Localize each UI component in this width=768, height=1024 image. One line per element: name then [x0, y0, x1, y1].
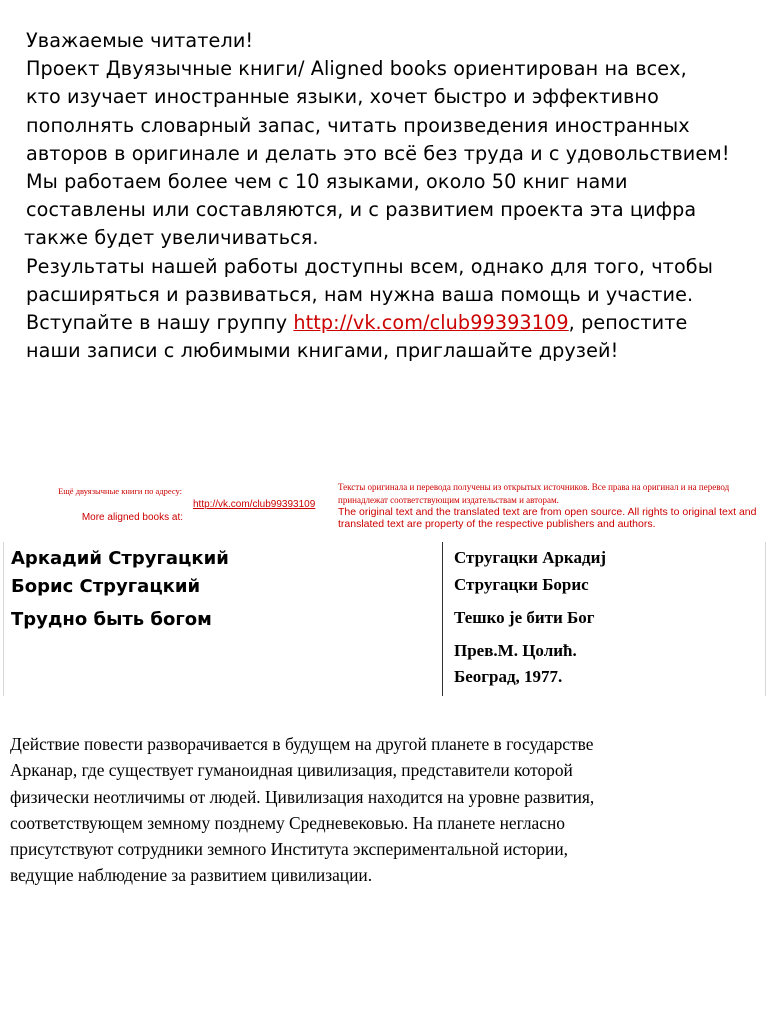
intro-line: расширяться и развиваться, нам нужна ваша помощь и участие.	[26, 282, 694, 306]
author-name: Стругацки Аркадиј	[454, 548, 607, 567]
original-book-info	[3, 542, 443, 696]
intro-text	[26, 27, 756, 365]
book-title: Трудно быть богом	[11, 609, 212, 630]
intro-line: Мы работаем более чем с 10 языками, около 50 книг нами	[26, 170, 628, 194]
synopsis-line: Действие повести разворачивается в будущем на другой планете в государстве	[10, 734, 594, 754]
intro-line: также будет увеличиваться.	[24, 226, 319, 250]
author-name: Аркадий Стругацкий	[11, 548, 229, 569]
copyright-notice-en: The original text and the translated text are from open source. All rights to original text and translated text are property of the respective publishers and authors.	[338, 506, 757, 530]
intro-line: составлены или составляются, и с развитием проекта эта цифра	[26, 198, 697, 222]
intro-line: Проект Двуязычные книги/ Aligned books ориентирован на всех,	[26, 57, 687, 81]
intro-line: Результаты нашей работы доступны всем, однако для того, чтобы	[26, 254, 713, 278]
translator: Прев.М. Цолић.	[454, 641, 577, 660]
intro-line: наши записи с любимыми книгами, приглашайте друзей!	[26, 339, 619, 363]
join-line	[26, 309, 756, 337]
publication-place-year: Београд, 1977.	[454, 667, 563, 686]
more-books-label-en: More aligned books at:	[81, 512, 183, 523]
book-header	[0, 542, 768, 696]
join-suffix: , репостите	[568, 311, 688, 335]
more-books-label-ru: Ещё двуязычные книги по адресу:	[58, 486, 182, 496]
synopsis-line: ведущие наблюдение за развитием цивилизации.	[10, 865, 373, 886]
join-prefix: Вступайте в нашу группу	[26, 311, 294, 335]
group-link[interactable]: http://vk.com/club99393109	[293, 311, 569, 335]
more-books-link[interactable]: http://vk.com/club99393109	[193, 499, 316, 510]
synopsis-line: Арканар, где существует гуманоидная цивилизация, представители которой	[10, 760, 573, 781]
copyright-notice-ru: Тексты оригинала и перевода получены из открытых источников. Все права на оригинал и на перевод принадлежат соответствующим издательствам и авторам.	[338, 482, 730, 505]
intro-line: авторов в оригинале и делать это всё без труда и с удовольствием!	[26, 141, 730, 165]
synopsis-line: присутствуют сотрудники земного Института экспериментальной истории,	[10, 839, 569, 860]
translated-book-info	[443, 542, 766, 696]
synopsis-line: соответствующем земному позднему Средневековью. На планете негласно	[10, 812, 565, 833]
book-title: Тешко је бити Бог	[454, 608, 595, 627]
author-name: Борис Стругацкий	[11, 576, 201, 597]
synopsis	[10, 731, 750, 889]
links-section	[0, 481, 768, 531]
intro-line: кто изучает иностранные языки, хочет быстро и эффективно	[26, 85, 659, 109]
intro-line: пополнять словарный запас, читать произведения иностранных	[26, 113, 690, 137]
greeting: Уважаемые читатели!	[26, 29, 254, 52]
synopsis-line: физически неотличимы от людей. Цивилизация находится на уровне развития,	[10, 786, 595, 807]
author-name: Стругацки Борис	[454, 575, 589, 594]
